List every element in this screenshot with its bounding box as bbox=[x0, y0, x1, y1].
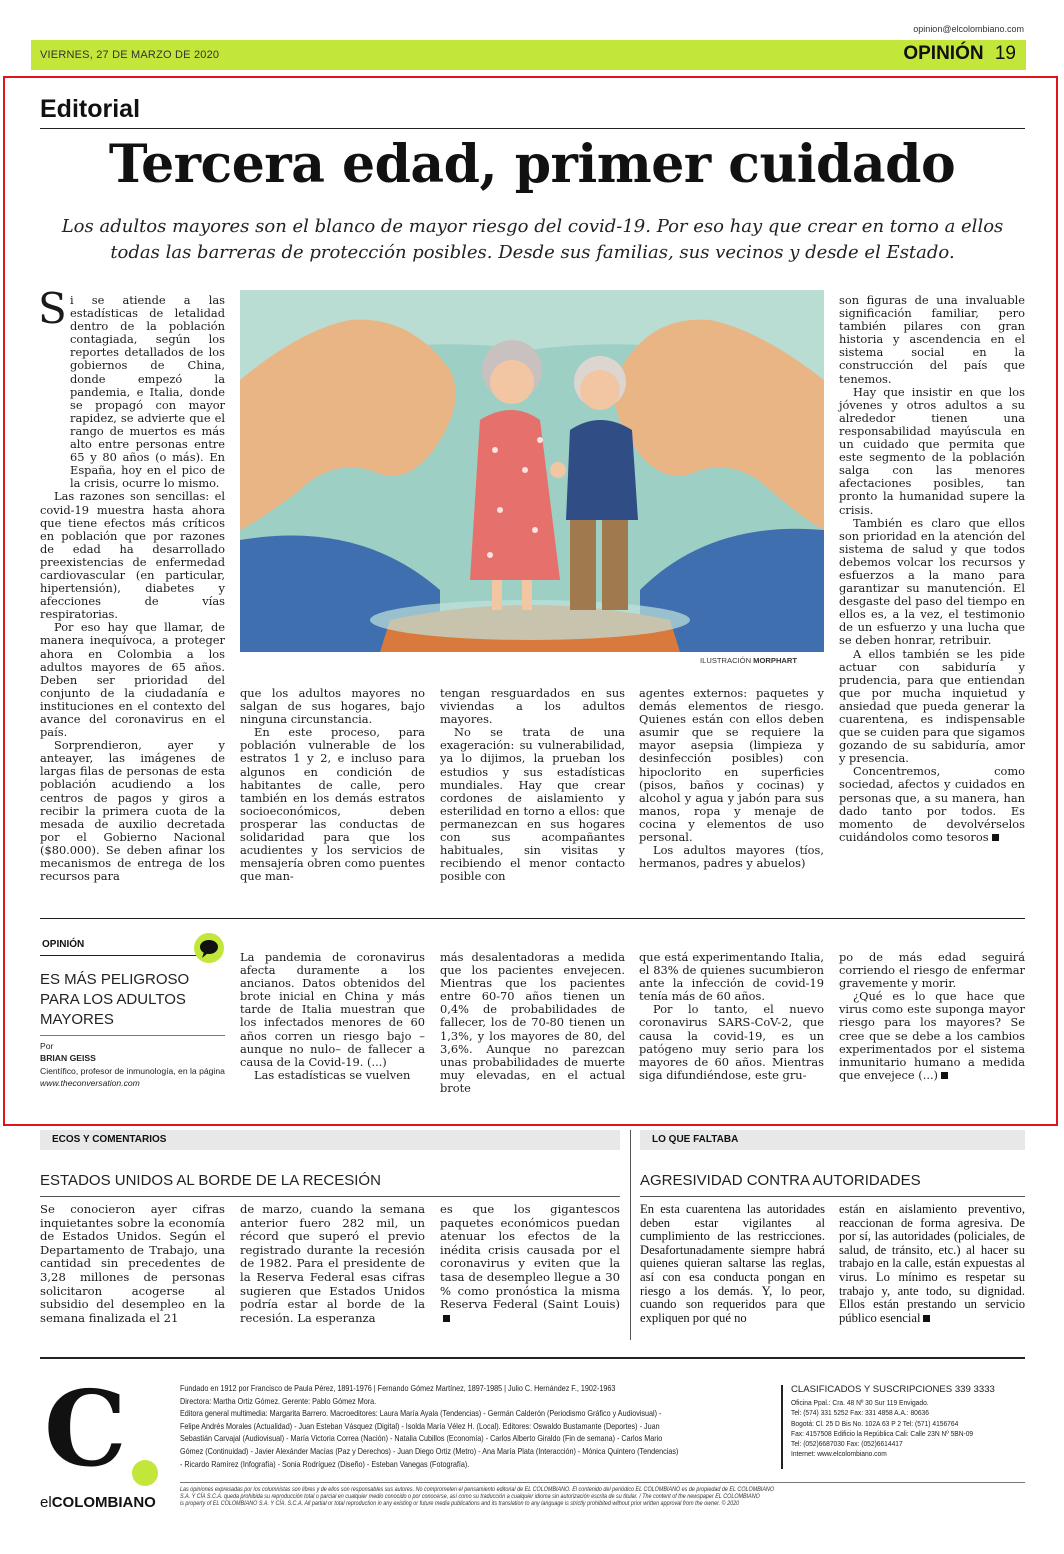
editorial-paragraph: i se atiende a las estadísticas de letalidad dentro de la población contagiada, según los reportes detallados de los gobiernos de China, donde empezó la pandemia, e Italia, donde se propagó con mayor rapidez, se advierte que el rango de muertos es más alto entre personas entre 65 y 80 años (o más). En España, hoy en el pico de la crisis, ocurre lo mismo. bbox=[70, 293, 225, 491]
logo-name: COLOMBIANO bbox=[51, 1494, 156, 1511]
masthead-line: Sebastián Carvajal (Audiovisual) - María Victoria Correa (Nación) - Natalia Cubillos (Economía) - Carlos Alberto Giraldo (Fin de semana) - Carlos Mario bbox=[180, 1433, 663, 1444]
editorial-bottom-rule bbox=[40, 918, 1025, 919]
logo bbox=[40, 1367, 165, 1512]
contact-divider bbox=[781, 1385, 783, 1469]
opinion-paragraph: más desalentadoras a medida que los pacientes envejecen. Mientras que los pacientes entre 60-70 años tienen un 0,4% de probabilidades de fallecer, los de 70-80 tienen un 1,3%, y los mayores de 80, del 3,6%. Aunque no parezcan unas probabilidades de muerte muy elevadas, en el actual brote bbox=[440, 950, 625, 1095]
editorial-paragraph: que los adultos mayores no salgan de sus hogares, bajo ninguna circunstancia. bbox=[240, 686, 425, 727]
header-date: VIERNES, 27 DE MARZO DE 2020 bbox=[40, 49, 220, 61]
faltaba-final-text: están en aislamiento preventivo, reaccionan de forma agresiva. De por sí, las autoridades (policiales, de salud, de tránsito, etc.) al hacer su trabajo en la calle, están expuestas al virus. Lo mínimo es respetar su trabajo y, ante todo, su dignidad. Ellos están prestando un servicio público esencial bbox=[839, 1202, 1025, 1325]
section-divider bbox=[630, 1130, 631, 1340]
editorial-paragraph: Hay que insistir en que los jóvenes y otros adultos a su alrededor tienen una responsabilidad mayúscula en un cuidado que permita que este segmento de la población salga con las menores afectaciones posibles, tan pronto la humanidad supere la crisis. bbox=[839, 384, 1025, 517]
contact-line: Tel: (574) 331 5252 Fax: 331 4858 A.A.: 80636 bbox=[791, 1408, 929, 1418]
editorial-column-1 bbox=[38, 284, 225, 884]
ecos-label: ECOS Y COMENTARIOS bbox=[52, 1134, 167, 1145]
end-mark bbox=[443, 1315, 450, 1322]
editorial-paragraph: Por eso hay que llamar, de manera inequívoca, a proteger ahora en Colombia a los adultos mayores de 65 años. Deben ser prioridad del conjunto de la ciudadanía e instituciones en el contexto del avance del coronavirus en el país. bbox=[40, 620, 225, 740]
speech-bubble-icon bbox=[193, 932, 225, 964]
author-site: www.theconversation.com bbox=[40, 1078, 140, 1089]
opinion-paragraph: que está experimentando Italia, el 83% de quienes sucumbieron ante la infección de covid-19 tenía más de 60 años. bbox=[639, 950, 824, 1004]
clasificados-title: CLASIFICADOS Y SUSCRIPCIONES 339 3333 bbox=[791, 1384, 995, 1395]
contact-line: Fax: 4157508 Edificio la República Cali: Calle 23N Nº 5BN-09 bbox=[791, 1428, 974, 1438]
opinion-paragraph: La pandemia de coronavirus afecta duramente a los ancianos. Datos obtenidos del brote inicial en China y más tarde de Italia muestran que los infectados menores de 60 años corren un riesgo bajo –aunque no nulo– de fallecer a causa de la Covid-19. (...) bbox=[240, 950, 425, 1069]
logo-mark: C bbox=[44, 1367, 127, 1490]
opinion-column-3 bbox=[639, 951, 824, 1082]
opinion-headline-rule bbox=[40, 1035, 225, 1036]
drop-cap: S bbox=[38, 284, 67, 333]
opinion-column-2 bbox=[440, 951, 625, 1095]
page-number: 19 bbox=[994, 43, 1016, 64]
editorial-paragraph: Los adultos mayores (tíos, hermanos, padres y abuelos) bbox=[639, 843, 824, 871]
opinion-label: OPINIÓN bbox=[42, 939, 85, 950]
opinion-label-rule bbox=[40, 955, 218, 956]
editorial-paragraph: Sorprendieron, ayer y anteayer, las imágenes de largas filas de personas de esta población acudiendo a los centros de pagos y giros a recibir la primera cuota de la mesada de auxilio decretada por el Gobierno Nacional ($80.000). Se deben afinar los mecanismos de entrega de los recursos para bbox=[40, 738, 225, 884]
ecos-final-text: es que los gigantescos paquetes económicos puedan atenuar los efectos de la inédita crisis causada por el coronavirus y eviten que la tasa de desempleo llegue a 30 % como pronóstica la misma Reserva Federal (Saint Louis) bbox=[440, 1202, 620, 1312]
editorial-paragraph: A ellos también se les pide actuar con sabiduría y prudencia, para que entiendan que por mucha inquietud y ansiedad que pueda generar la cuarentena, es indispensable que se cuiden para que sigamos gozando de su sabiduría, amor y presencia. bbox=[839, 646, 1025, 766]
opinion-author: BRIAN GEISS bbox=[40, 1053, 96, 1064]
editorial-deck: Los adultos mayores son el blanco de mayor riesgo del covid-19. Por eso hay que crear en torno a ellos todas las barreras de protección posibles. Desde sus familias, sus vecinos y desde el Estado. bbox=[61, 216, 1004, 263]
editorial-title: Tercera edad, primer cuidado bbox=[108, 134, 956, 195]
faltaba-column-1: En esta cuarentena las autoridades deben estar vigilantes al cumplimiento de las restricciones. Desafortunadamente siempre habrá quienes quieran saltarse las reglas, así con esa conducta pongan en riesgo a los demás. Y, lo peor, cuando son requeridos para que expliquen por qué no bbox=[640, 1202, 825, 1325]
ecos-column-1: Se conocieron ayer cifras inquietantes sobre la economía de Estados Unidos. Según el Departamento de Trabajo, una cantidad sin precedentes de 3,28 millones de personas solicitaron acogerse al subsidio del desempleo en la semana finalizada el 21 bbox=[40, 1202, 225, 1325]
faltaba-headline-rule bbox=[640, 1196, 1025, 1197]
masthead bbox=[180, 1382, 773, 1470]
ecos-column-2: de marzo, cuando la semana anterior fuero 282 mil, un récord que superó el previo registrado durante la recesión de 1982. Para el presidente de la Reserva Federal esas cifras sugieren que Estados Unidos podría estar al borde de la recesión. La esperanza bbox=[240, 1202, 425, 1325]
masthead-line: Felipe Andrés Morales (Actualidad) - Juan Esteban Vásquez (Digital) - Isolda María Vélez H. (Local). Editores: Oswaldo Bustamante (Deportes) - Juan bbox=[180, 1420, 660, 1431]
editorial-paragraph: En este proceso, para población vulnerable de los estratos 1 y 2, e incluso para algunos en condición de habitantes de calle, pero también en los demás estratos socioeconómicos, deben prosperar las conductas de solidaridad para que los acudientes y los servicios de mensajería obren como puentes que man- bbox=[240, 725, 425, 884]
editorial-paragraph bbox=[839, 765, 1025, 844]
section-name: OPINIÓN bbox=[903, 43, 984, 64]
opinion-column-4 bbox=[839, 951, 1025, 1082]
legal-line: Las opiniones expresadas por los columnistas son libres y de ellos son responsables sus autores. No comprometen el pensamiento editorial de EL COLOMBIANO. El contenido del periódico EL COLOMBIANO es de propiedad de EL COLOMBIANO bbox=[180, 1486, 775, 1493]
opinion-bio bbox=[40, 1065, 225, 1090]
editorial-column-3 bbox=[440, 687, 625, 883]
speech-bubble-icon-svg bbox=[193, 932, 225, 964]
opinion-column-1 bbox=[240, 951, 425, 1082]
ecos-column-3 bbox=[440, 1203, 620, 1325]
legal-notice bbox=[180, 1486, 1025, 1508]
illustration bbox=[240, 290, 824, 652]
faltaba-label: LO QUE FALTABA bbox=[652, 1134, 739, 1145]
legal-line: is property of EL COLOMBIANO S.A. Y CÍA. S.C.A. All partial or total reproduction in any existing or future media publications and its translation to any language is strictly prohibited without prior written approval from the owner. © 2020 bbox=[180, 1500, 740, 1508]
opinion-paragraph: Por lo tanto, el nuevo coronavirus SARS-CoV-2, que causa la covid-19, es un patógeno muy serio para los mayores de 60 años. Mientras siga difundiéndose, este gru- bbox=[639, 1002, 824, 1082]
end-mark bbox=[923, 1315, 930, 1322]
kicker-rule bbox=[40, 128, 1025, 129]
editorial-paragraph: agentes externos: paquetes y demás elementos de riesgo. Quienes están con ellos deben asumir que se requiere la mayor asepsia (limpieza y desinfección posibles) con hipoclorito en superficies (pisos, baños y cocinas) y alcohol y agua y jabón para sus manos, ropa y menaje de cocina y elementos de uso personal. bbox=[639, 686, 824, 845]
author-bio: Científico, profesor de inmunología, en la página bbox=[40, 1065, 225, 1076]
end-mark bbox=[941, 1072, 948, 1079]
legal-rule bbox=[180, 1482, 1025, 1483]
logo-el: el bbox=[40, 1494, 52, 1511]
faltaba-column-2 bbox=[839, 1203, 1025, 1325]
masthead-line: Gómez (Continuidad) - Javier Alexánder Macías (Paz y Derechos) - Juan Diego Ortiz (Metro) - Ana María Plata (Interacción) - Mónica Quintero (Tendencias) bbox=[180, 1445, 679, 1456]
ecos-headline: ESTADOS UNIDOS AL BORDE DE LA RECESIÓN bbox=[40, 1172, 381, 1189]
contact-line: Oficina Ppal.: Cra. 48 Nº 30 Sur 119 Envigado. bbox=[791, 1398, 929, 1407]
editorial-paragraph: También es claro que ellos son prioridad en la atención del sistema de salud y que todos debemos volcar los recursos y esfuerzos a la mano para garantizar su manutención. El desgaste del paso del tiempo en ellos es, a la vez, el testimonio de un esfuerzo y una lucha que se deben honrar, retribuir. bbox=[839, 515, 1025, 648]
contact-line: Bogotá: Cl. 25 D Bis No. 102A 63 P 2 Tel: (571) 4156764 bbox=[791, 1418, 959, 1428]
editorial-paragraph: tengan resguardados en sus viviendas a los adultos mayores. bbox=[440, 686, 625, 727]
editorial-kicker: Editorial bbox=[40, 95, 141, 123]
masthead-line: - Ricardo Ramírez (Infografía) - Sonia Rodríguez (Diseño) - Esteban Vanegas (Fotografía). bbox=[180, 1458, 470, 1469]
credit-name: MORPHART bbox=[753, 656, 798, 665]
editorial-column-5 bbox=[839, 294, 1025, 844]
section-title bbox=[903, 43, 1016, 65]
editorial-paragraph: Las razones son sencillas: el covid-19 muestra hasta ahora que tiene efectos más críticos en población que por razones de edad ha desarrollado preexistencias de enfermedad cardiovascular (en particular, hipertensión), diabetes y afecciones de vías respiratorias. bbox=[40, 489, 225, 622]
editorial-paragraph: No se trata de una exageración: su vulnerabilidad, ya lo dijimos, la prueban los estudios y sus estadísticas mundiales. Hay que crear cordones de aislamiento y esterilidad en torno a ellos: que permanezcan en sus hogares con sus acompañantes habituales, sin visitas y recibiendo el menor contacto posible con bbox=[440, 725, 625, 884]
opinion-paragraph bbox=[839, 990, 1025, 1082]
opinion-headline: ES MÁS PELIGROSO PARA LOS ADULTOS MAYORES bbox=[40, 971, 190, 1028]
credit-prefix: ILUSTRACIÓN bbox=[700, 656, 754, 665]
masthead-line: Directora: Martha Ortiz Gómez. Gerente: Pablo Gómez Mora. bbox=[180, 1395, 377, 1406]
editorial-final-text: Concentremos, como sociedad, afectos y cuidados en personas que, a su manera, han dado tanto por todos. Es momento de devolvérselos cuidándolos como tesoros bbox=[839, 764, 1025, 844]
masthead-line: Editora general multimedia: Margarita Barrero. Macroeditores: Laura María Ayala (Tendencias) - Germán Calderón (Periodismo Gráfico y Audiovisual) - bbox=[180, 1408, 662, 1419]
opinion-byline bbox=[40, 1040, 225, 1090]
faltaba-headline: AGRESIVIDAD CONTRA AUTORIDADES bbox=[640, 1172, 921, 1189]
contact-info bbox=[791, 1398, 1061, 1460]
editorial-paragraph: son figuras de una invaluable significación familiar, pero también pilares con gran historia y ascendencia en el sistema social en la construcción del país que tenemos. bbox=[839, 293, 1025, 386]
logo-wordmark bbox=[40, 1494, 156, 1511]
end-mark bbox=[992, 834, 999, 841]
header-email: opinion@elcolombiano.com bbox=[913, 24, 1024, 34]
legal-line: S.A. Y CÍA S.C.A. queda prohibida su reproducción total o parcial en cualquier medio conocido o por conocerse, así como su traducción a cualquier idioma sin autorización escrita de su titular. / The content of the newspaper EL COLOMBIANO bbox=[180, 1493, 760, 1501]
editorial-column-4 bbox=[639, 687, 824, 870]
editorial-column-2 bbox=[240, 687, 425, 883]
opinion-paragraph: Las estadísticas se vuelven bbox=[254, 1067, 411, 1082]
elderly-couple-illustration bbox=[240, 290, 824, 652]
illustration-credit bbox=[700, 656, 797, 665]
masthead-line: Fundado en 1912 por Francisco de Paula Pérez, 1891-1976 | Fernando Gómez Martínez, 1897-1985 | Julio C. Hernández F., 1902-1963 bbox=[180, 1383, 616, 1393]
opinion-paragraph: po de más edad seguirá corriendo el riesgo de enfermar gravemente y morir. bbox=[839, 950, 1025, 991]
byline-prefix: Por bbox=[40, 1041, 54, 1051]
ecos-headline-rule bbox=[40, 1196, 620, 1197]
contact-line: Tel: (052)6687030 Fax: (052)6614417 bbox=[791, 1439, 903, 1449]
opinion-final-text: ¿Qué es lo que hace que virus como este suponga mayor riesgo para los mayores? Se cree que se debe a los cambios experimentados por el sistema inmunitario humano a medida que envejece (...) bbox=[839, 989, 1025, 1082]
footer-top-rule bbox=[40, 1357, 1025, 1359]
contact-line: Internet: www.elcolombiano.com bbox=[791, 1449, 887, 1459]
logo-dot bbox=[132, 1460, 158, 1486]
